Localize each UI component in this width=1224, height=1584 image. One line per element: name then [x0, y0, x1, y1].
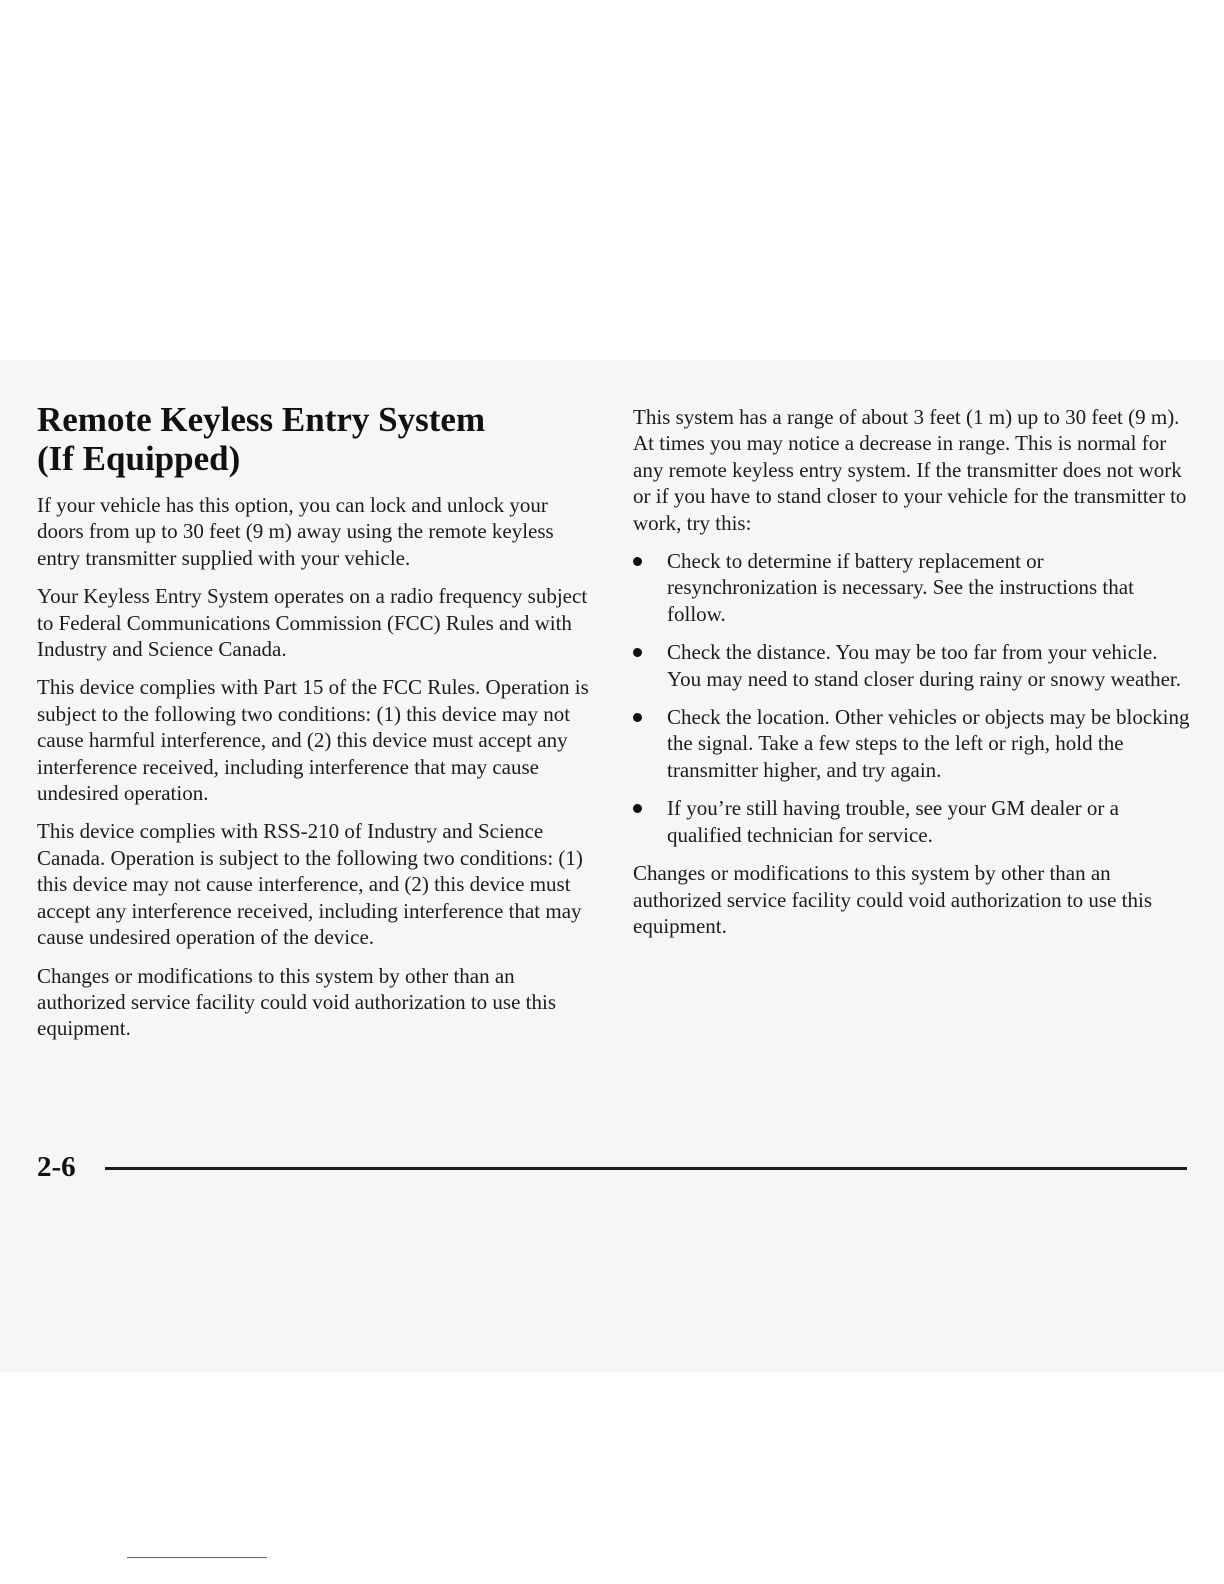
page-footer	[37, 1150, 1187, 1190]
bullet-icon	[633, 804, 642, 813]
paragraph-range-intro: This system has a range of about 3 feet (1 m) up to 30 feet (9 m). At times you may notice a decrease in range. This is normal for any remote keyless entry system. If the transmitter does not work or if you have to stand closer to your vehicle for the transmitter to work, try this:	[633, 405, 1187, 535]
right-column	[633, 404, 1193, 951]
paragraph-option-overview: If your vehicle has this option, you can lock and unlock your doors from up to 30 feet (9 m) away using the remote keyless entry transmitter supplied with your vehicle.	[37, 493, 554, 570]
bullet-icon	[633, 557, 642, 566]
page-number: 2-6	[37, 1151, 76, 1183]
list-item-text: Check the location. Other vehicles or objects may be blocking the signal. Take a few steps to the left or righ, hold the transmitter higher, and try again.	[667, 705, 1190, 782]
bullet-icon	[633, 713, 642, 722]
paragraph-closing-warning: Changes or modifications to this system by other than an authorized service facility could void authorization to use this equipment.	[633, 861, 1153, 938]
paragraph-radio-frequency: Your Keyless Entry System operates on a radio frequency subject to Federal Communications Commission (FCC) Rules and with Industry and Science Canada.	[37, 584, 588, 662]
heading-line-1: Remote Keyless Entry System	[37, 400, 486, 439]
paragraph-fcc-compliance: This device complies with Part 15 of the FCC Rules. Operation is subject to the following two conditions: (1) this device may not cause harmful interference, and (2) this device must accept any interference received, including interference that may cause undesired operation.	[37, 675, 589, 806]
list-item	[633, 704, 1193, 783]
list-item	[633, 795, 1193, 848]
footer-divider	[105, 1167, 1187, 1170]
list-item-text: Check to determine if battery replacement or resynchronization is necessary. See the instructions that follow.	[667, 549, 1134, 626]
list-item	[633, 639, 1193, 692]
list-item	[633, 548, 1193, 627]
troubleshooting-list	[633, 548, 1193, 848]
list-item-text: Check the distance. You may be too far from your vehicle. You may need to stand closer during rainy or snowy weather.	[667, 640, 1182, 691]
section-heading	[37, 400, 597, 478]
paragraph-modifications-warning: Changes or modifications to this system by other than an authorized service facility could void authorization to use this equipment.	[37, 963, 557, 1041]
list-item-text: If you’re still having trouble, see your GM dealer or a qualified technician for service.	[667, 796, 1119, 847]
bullet-icon	[633, 648, 642, 657]
paragraph-rss-compliance: This device complies with RSS-210 of Industry and Science Canada. Operation is subject to the following two conditions: (1) this device may not cause interference, and (2) this device must accept any interference received, including interference that may cause undesired operation of the device.	[37, 819, 583, 950]
bottom-link-underline[interactable]	[127, 1557, 267, 1558]
heading-line-2: (If Equipped)	[37, 439, 241, 478]
left-column	[37, 400, 597, 1054]
